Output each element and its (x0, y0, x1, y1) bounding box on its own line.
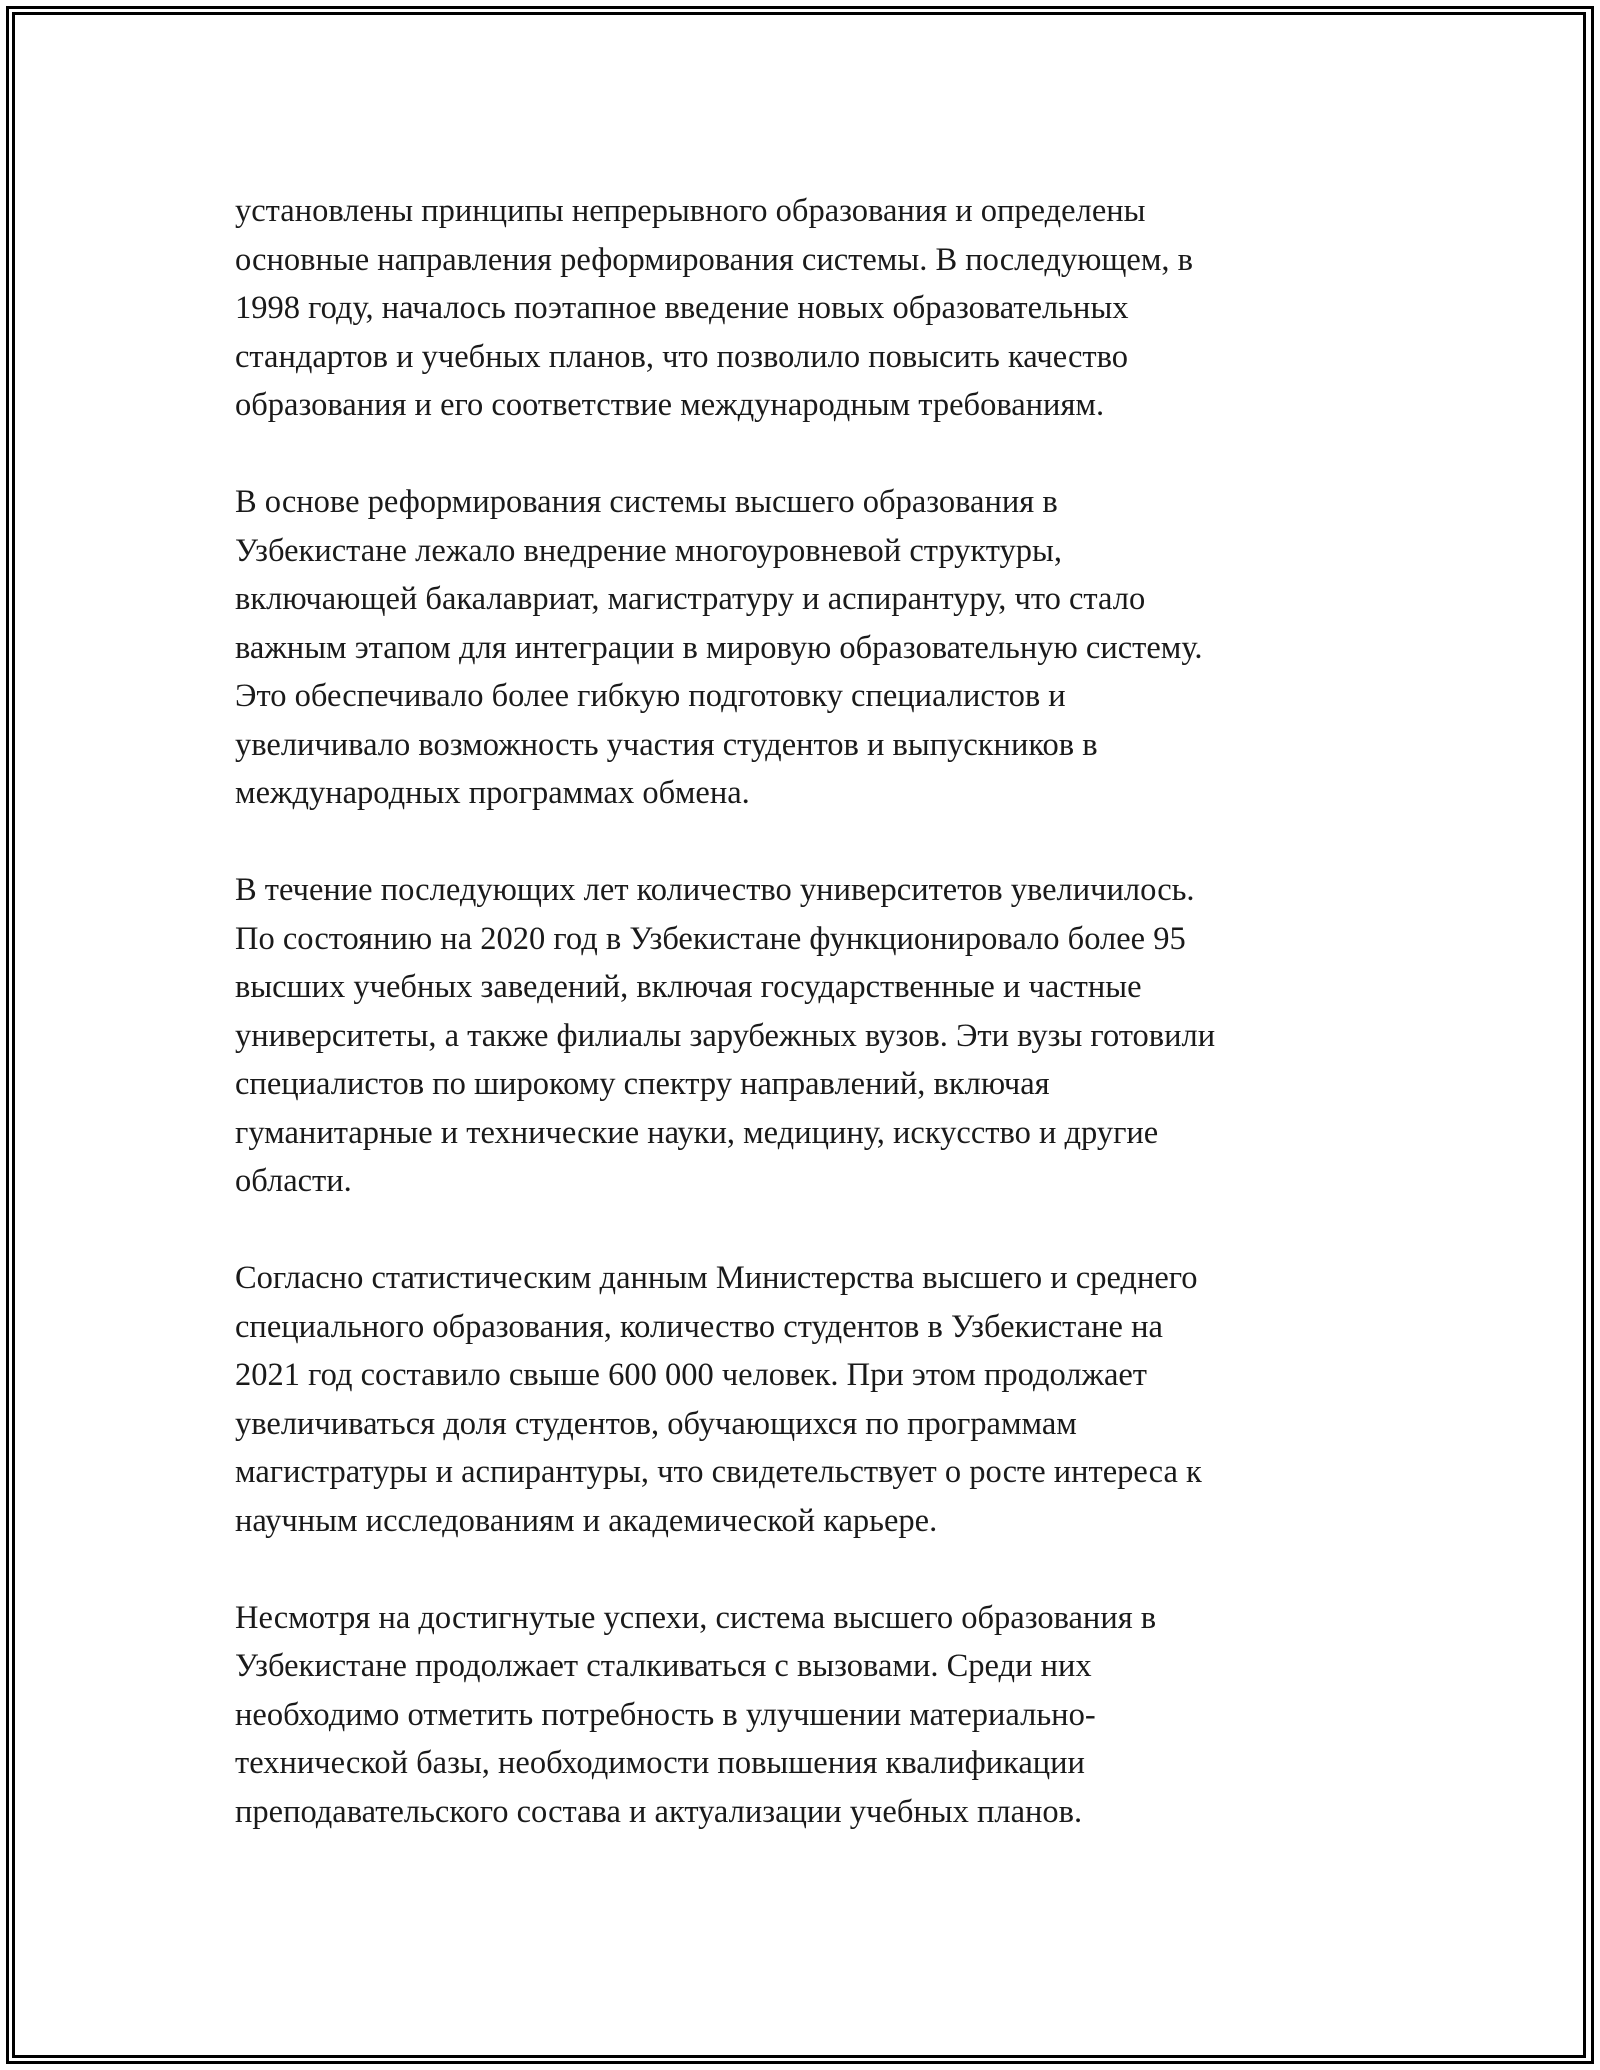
text-line: магистратуры и аспирантуры, что свидетельствует о росте интереса к (235, 1454, 1202, 1490)
text-line: необходимо отметить потребность в улучшении материально- (235, 1696, 1096, 1733)
text-line: основные направления реформирования системы. В последующем, в (235, 241, 1194, 278)
paragraph (235, 1254, 1365, 1545)
text-line: образования и его соответствие международным требованиям. (235, 387, 1105, 423)
text-line: важным этапом для интеграции в мировую образовательную систему. (235, 629, 1203, 666)
text-line: увеличивало возможность участия студентов и выпускников в (235, 726, 1098, 763)
text-line: Несмотря на достигнутые успехи, система высшего образования в (235, 1599, 1157, 1636)
text-line: 1998 году, началось поэтапное введение новых образовательных (235, 290, 1129, 326)
text-line: международных программах обмена. (235, 775, 750, 811)
text-line: Согласно статистическим данным Министерства высшего и среднего (235, 1260, 1198, 1296)
paragraph (235, 478, 1365, 818)
text-line: области. (235, 1163, 352, 1199)
document-body (235, 187, 1365, 1836)
text-line: технической базы, необходимости повышения квалификации (235, 1745, 1085, 1781)
text-line: преподавательского состава и актуализации учебных планов. (235, 1793, 1083, 1830)
paragraph (235, 866, 1365, 1206)
text-line: специального образования, количество студентов в Узбекистане на (235, 1308, 1163, 1345)
text-line: научным исследованиям и академической карьере. (235, 1502, 938, 1539)
text-line: университеты, а также филиалы зарубежных вузов. Эти вузы готовили (235, 1017, 1216, 1054)
text-line: включающей бакалавриат, магистратуру и аспирантуру, что стало (235, 581, 1146, 617)
text-line: По состоянию на 2020 год в Узбекистане функционировало более 95 (235, 920, 1186, 957)
text-line: В основе реформирования системы высшего образования в (235, 484, 1058, 520)
text-line: гуманитарные и технические науки, медицину, искусство и другие (235, 1114, 1159, 1151)
text-line: установлены принципы непрерывного образования и определены (235, 193, 1146, 229)
text-line: Узбекистане продолжает сталкиваться с вызовами. Среди них (235, 1648, 1092, 1684)
text-line: стандартов и учебных планов, что позволило повысить качество (235, 338, 1128, 375)
paragraph (235, 1594, 1365, 1837)
text-line: специалистов по широкому спектру направлений, включая (235, 1066, 1050, 1102)
text-line: 2021 год составило свыше 600 000 человек. При этом продолжает (235, 1357, 1147, 1393)
text-line: В течение последующих лет количество университетов увеличилось. (235, 872, 1195, 908)
text-line: Узбекистане лежало внедрение многоуровневой структуры, (235, 532, 1063, 569)
text-line: высших учебных заведений, включая государственные и частные (235, 969, 1142, 1005)
text-line: Это обеспечивало более гибкую подготовку специалистов и (235, 678, 1066, 714)
paragraph (235, 187, 1365, 430)
text-line: увеличиваться доля студентов, обучающихся по программам (235, 1405, 1077, 1442)
